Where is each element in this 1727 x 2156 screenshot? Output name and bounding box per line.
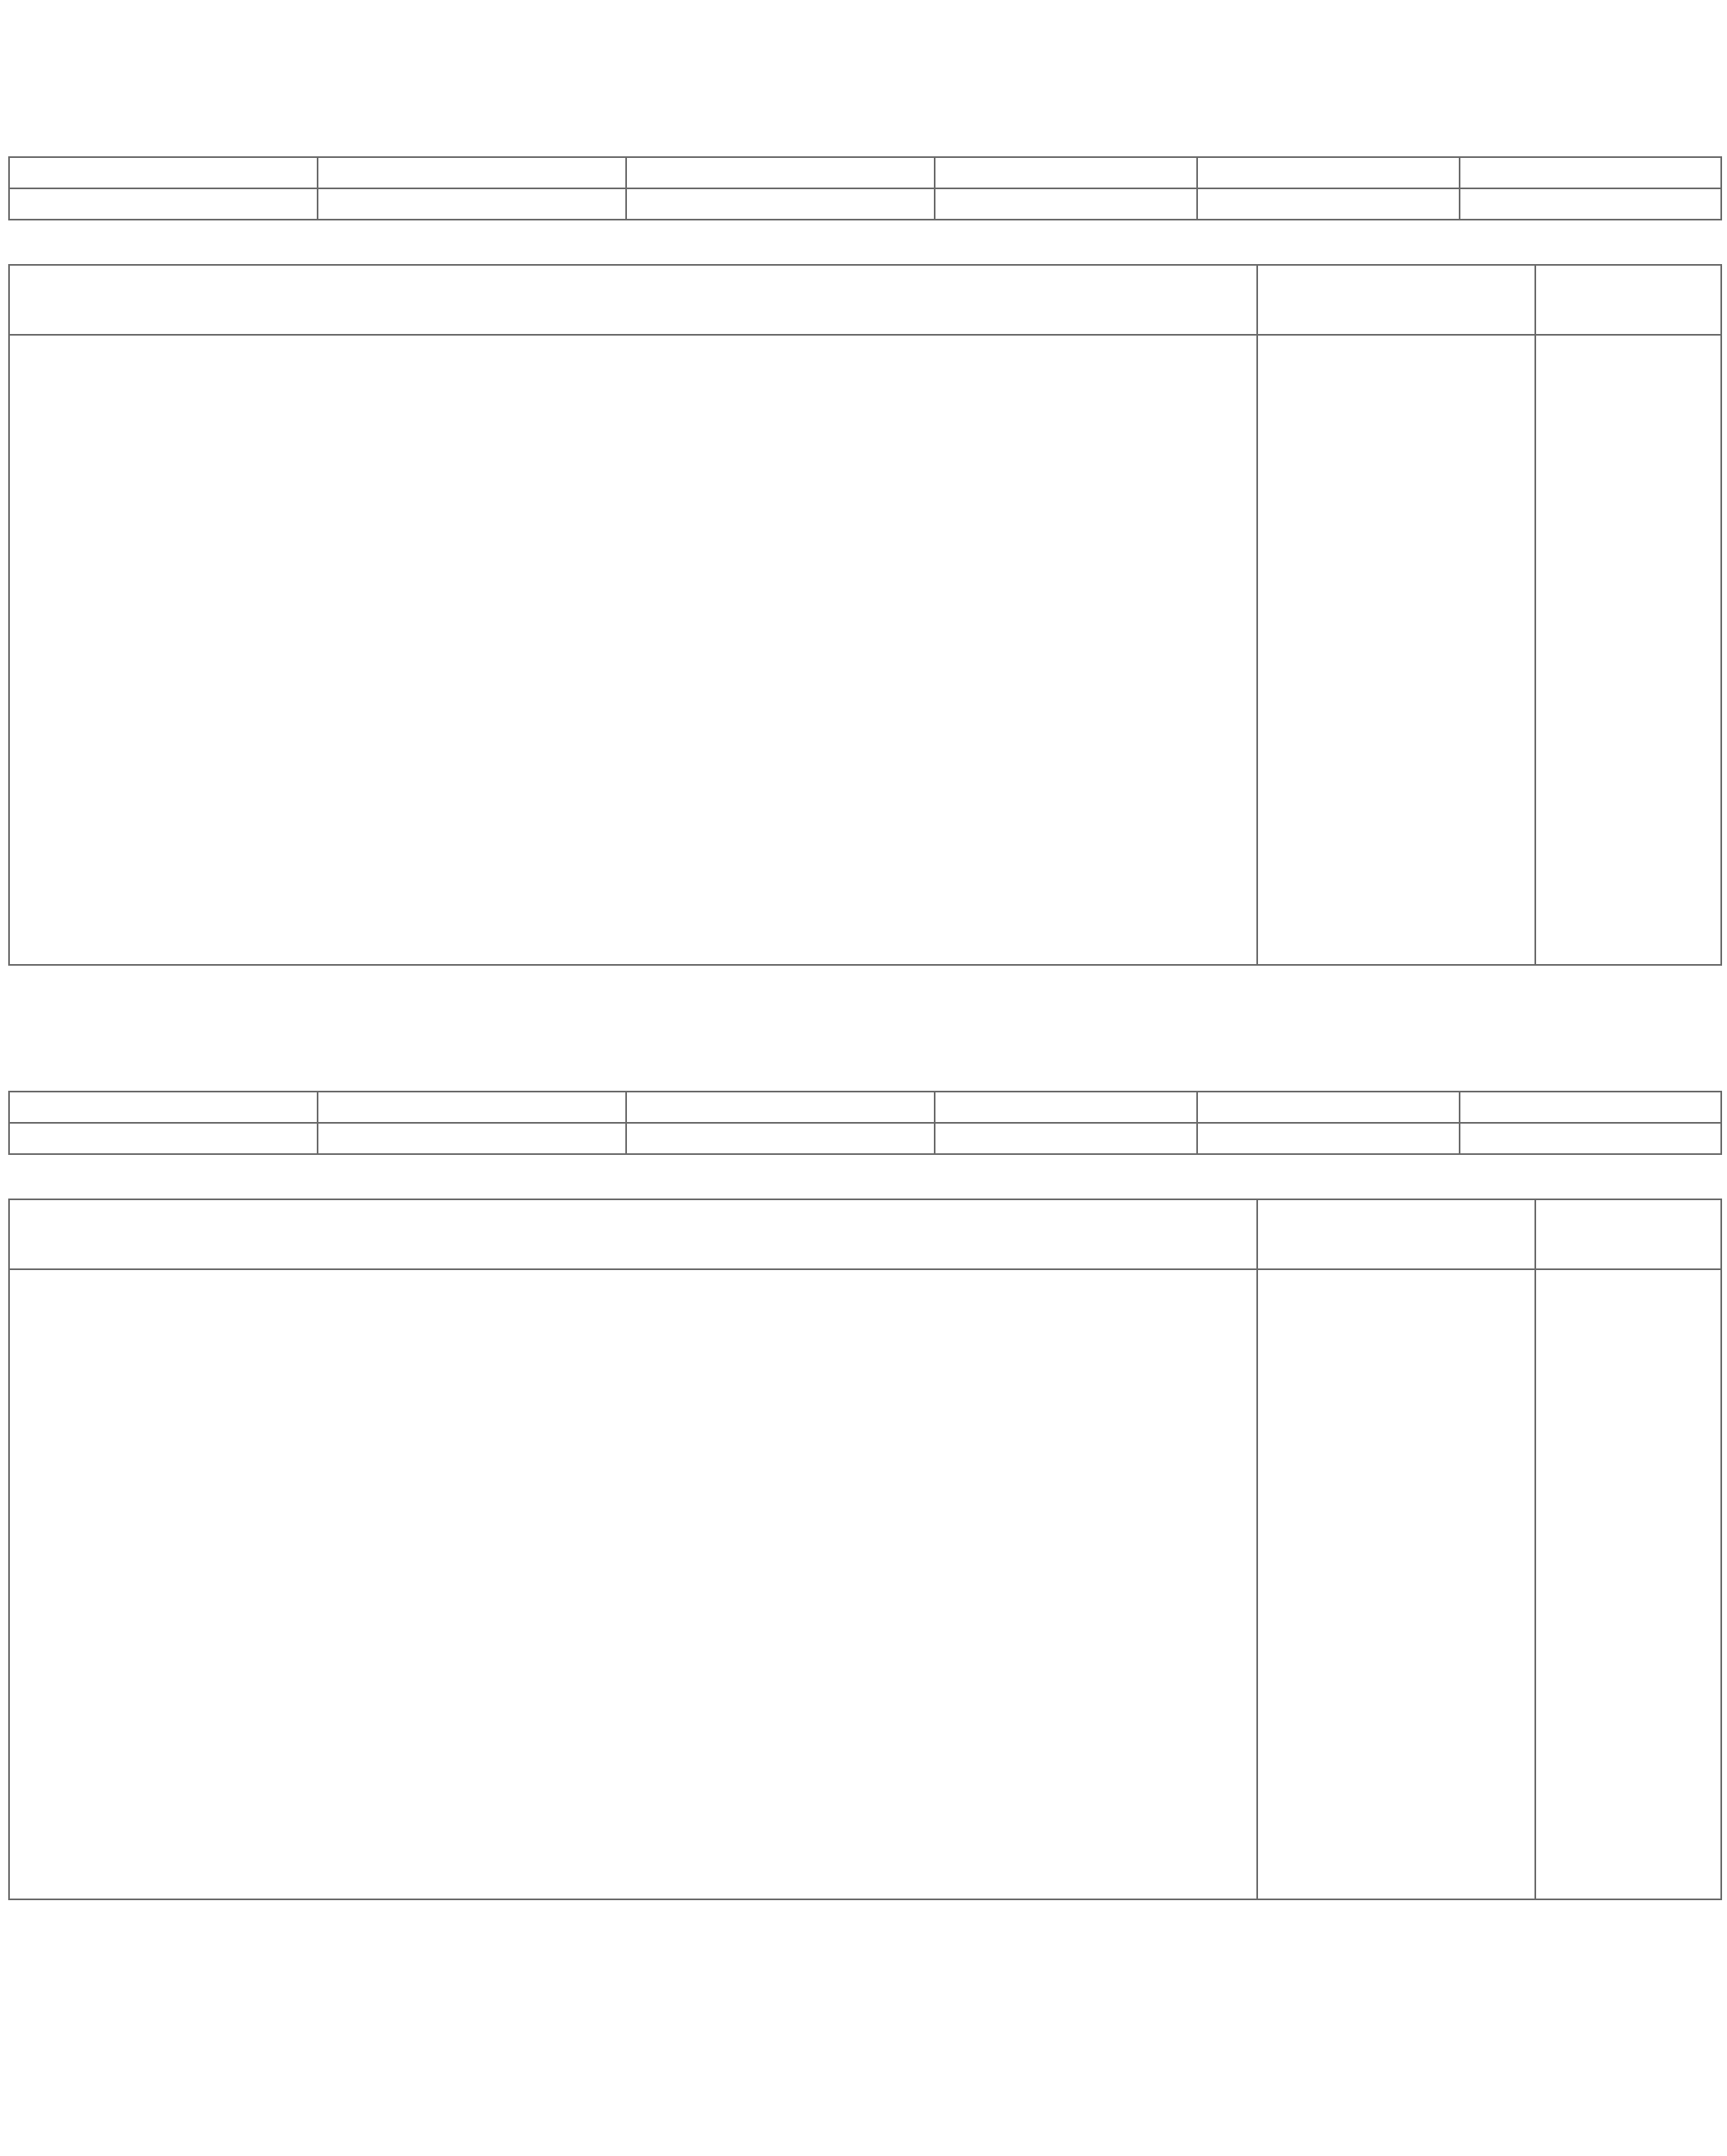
summary-value-cell bbox=[1460, 188, 1721, 220]
candidate-row bbox=[9, 572, 1721, 651]
candidate-concejales bbox=[1535, 729, 1721, 808]
summary-header-cell bbox=[1197, 1092, 1460, 1123]
candidates-table bbox=[8, 1199, 1722, 1900]
candidate-row bbox=[9, 1584, 1721, 1663]
candidates-header-cell bbox=[1535, 1199, 1721, 1269]
candidates-header-cell bbox=[9, 1199, 1257, 1269]
candidate-concejales bbox=[1535, 1584, 1721, 1663]
candidates-header-cell bbox=[9, 265, 1257, 335]
candidate-name bbox=[9, 729, 1257, 808]
candidate-row bbox=[9, 807, 1721, 886]
summary-header-cell bbox=[626, 1092, 935, 1123]
candidates-header-row bbox=[9, 265, 1721, 335]
candidate-votos bbox=[1257, 650, 1535, 729]
candidates-body bbox=[9, 335, 1721, 965]
candidate-row bbox=[9, 335, 1721, 415]
summary-values-row bbox=[9, 188, 1721, 220]
summary-header-cell bbox=[318, 1092, 626, 1123]
candidate-name bbox=[9, 1741, 1257, 1820]
summary-value-cell bbox=[1197, 188, 1460, 220]
candidate-votos bbox=[1257, 1427, 1535, 1506]
candidate-votos bbox=[1257, 729, 1535, 808]
candidate-name bbox=[9, 1663, 1257, 1742]
candidate-name bbox=[9, 1820, 1257, 1900]
candidate-concejales bbox=[1535, 1427, 1721, 1506]
candidate-row bbox=[9, 415, 1721, 494]
candidate-votos bbox=[1257, 807, 1535, 886]
candidate-concejales bbox=[1535, 493, 1721, 572]
candidate-votos bbox=[1257, 1269, 1535, 1349]
summary-value-cell bbox=[626, 188, 935, 220]
summary-table bbox=[8, 156, 1722, 220]
candidate-votos bbox=[1257, 1506, 1535, 1585]
summary-header-row bbox=[9, 157, 1721, 188]
candidate-votos bbox=[1257, 886, 1535, 966]
summary-header-cell bbox=[935, 1092, 1197, 1123]
candidate-name bbox=[9, 807, 1257, 886]
summary-header-cell bbox=[1460, 1092, 1721, 1123]
summary-header-row bbox=[9, 1092, 1721, 1123]
candidate-votos bbox=[1257, 1584, 1535, 1663]
candidate-name bbox=[9, 415, 1257, 494]
candidate-name bbox=[9, 1269, 1257, 1349]
summary-header-cell bbox=[935, 157, 1197, 188]
candidate-name bbox=[9, 886, 1257, 966]
candidate-votos bbox=[1257, 572, 1535, 651]
summary-header-cell bbox=[1460, 157, 1721, 188]
candidate-concejales bbox=[1535, 1506, 1721, 1585]
candidate-row bbox=[9, 1506, 1721, 1585]
candidates-header-row bbox=[9, 1199, 1721, 1269]
summary-value-cell bbox=[626, 1123, 935, 1154]
candidate-votos bbox=[1257, 1741, 1535, 1820]
candidate-name bbox=[9, 1584, 1257, 1663]
candidate-votos bbox=[1257, 335, 1535, 415]
candidate-row bbox=[9, 729, 1721, 808]
candidate-name bbox=[9, 1427, 1257, 1506]
candidate-concejales bbox=[1535, 1820, 1721, 1900]
summary-value-cell bbox=[318, 188, 626, 220]
candidates-table bbox=[8, 264, 1722, 966]
candidate-votos bbox=[1257, 415, 1535, 494]
summary-header-cell bbox=[9, 1092, 318, 1123]
candidates-header-cell bbox=[1257, 265, 1535, 335]
candidate-concejales bbox=[1535, 650, 1721, 729]
candidate-row bbox=[9, 1269, 1721, 1349]
candidate-name bbox=[9, 1506, 1257, 1585]
candidates-header-cell bbox=[1535, 265, 1721, 335]
candidate-row bbox=[9, 1663, 1721, 1742]
summary-value-cell bbox=[1197, 1123, 1460, 1154]
summary-table bbox=[8, 1091, 1722, 1155]
candidates-body bbox=[9, 1269, 1721, 1899]
candidate-concejales bbox=[1535, 1349, 1721, 1428]
candidate-concejales bbox=[1535, 886, 1721, 966]
candidate-concejales bbox=[1535, 415, 1721, 494]
summary-value-cell bbox=[9, 1123, 318, 1154]
summary-header-cell bbox=[318, 157, 626, 188]
candidate-row bbox=[9, 650, 1721, 729]
candidates-header-cell bbox=[1257, 1199, 1535, 1269]
candidate-concejales bbox=[1535, 807, 1721, 886]
jez-heading bbox=[703, 11, 718, 44]
candidate-row bbox=[9, 1427, 1721, 1506]
candidate-row bbox=[9, 886, 1721, 966]
candidate-votos bbox=[1257, 1663, 1535, 1742]
candidate-row bbox=[9, 1820, 1721, 1900]
candidate-votos bbox=[1257, 493, 1535, 572]
candidate-row bbox=[9, 1349, 1721, 1428]
candidate-concejales bbox=[1535, 335, 1721, 415]
provincia-heading bbox=[8, 11, 23, 44]
candidate-name bbox=[9, 335, 1257, 415]
provincia-heading bbox=[8, 945, 23, 978]
candidate-name bbox=[9, 1349, 1257, 1428]
summary-value-cell bbox=[9, 188, 318, 220]
candidate-concejales bbox=[1535, 1269, 1721, 1349]
candidate-concejales bbox=[1535, 1663, 1721, 1742]
candidate-concejales bbox=[1535, 572, 1721, 651]
summary-value-cell bbox=[935, 1123, 1197, 1154]
summary-value-cell bbox=[318, 1123, 626, 1154]
summary-header-cell bbox=[626, 157, 935, 188]
candidate-name bbox=[9, 650, 1257, 729]
candidate-name bbox=[9, 493, 1257, 572]
summary-value-cell bbox=[935, 188, 1197, 220]
candidate-row bbox=[9, 1741, 1721, 1820]
candidate-votos bbox=[1257, 1349, 1535, 1428]
summary-value-cell bbox=[1460, 1123, 1721, 1154]
summary-values-row bbox=[9, 1123, 1721, 1154]
candidate-votos bbox=[1257, 1820, 1535, 1900]
summary-header-cell bbox=[9, 157, 318, 188]
candidate-concejales bbox=[1535, 1741, 1721, 1820]
candidate-name bbox=[9, 572, 1257, 651]
candidate-row bbox=[9, 493, 1721, 572]
summary-header-cell bbox=[1197, 157, 1460, 188]
jez-heading bbox=[703, 945, 718, 978]
